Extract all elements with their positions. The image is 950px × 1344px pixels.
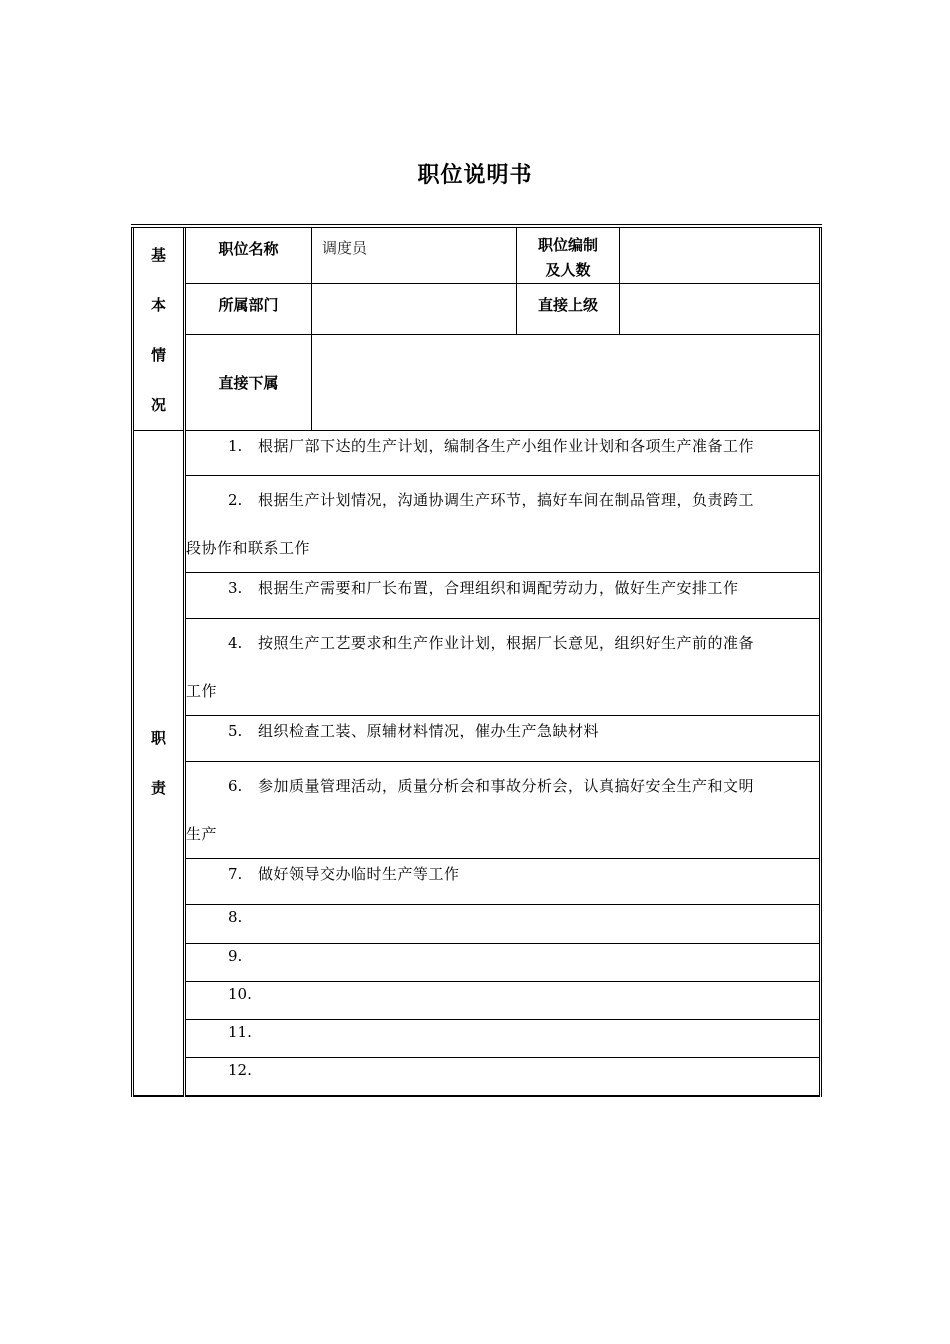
duty-text-continued: 生产 — [186, 825, 218, 843]
superior-label: 直接上级 — [517, 284, 620, 335]
basic-row-subordinate — [133, 335, 821, 431]
position-name-label: 职位名称 — [185, 226, 312, 284]
superior-value — [620, 284, 821, 335]
duty-text: 根据厂部下达的生产计划，编制各生产小组作业计划和各项生产准备工作 — [258, 437, 755, 455]
duty-text: 参加质量管理活动，质量分析会和事故分析会，认真搞好安全生产和文明 — [258, 777, 755, 795]
duty-item — [185, 573, 821, 619]
duty-item — [185, 762, 821, 859]
duty-text-continued: 段协作和联系工作 — [186, 539, 311, 557]
duty-text: 组织检查工装、原辅材料情况，催办生产急缺材料 — [258, 722, 600, 740]
duty-item — [185, 476, 821, 573]
duty-row — [133, 944, 821, 982]
duty-row — [133, 905, 821, 944]
section-label-char: 责 — [150, 778, 166, 797]
duty-number: 3. — [228, 579, 243, 597]
duty-item — [185, 944, 821, 982]
job-description-table — [131, 224, 822, 1097]
headcount-label — [517, 226, 620, 284]
duty-row — [133, 431, 821, 476]
duty-number: 12. — [228, 1061, 252, 1079]
duty-number: 6. — [228, 777, 243, 795]
duty-row — [133, 476, 821, 573]
department-value — [312, 284, 517, 335]
duty-item — [185, 905, 821, 944]
subordinate-label: 直接下属 — [185, 335, 312, 431]
duty-row — [133, 716, 821, 762]
duty-number: 10. — [228, 985, 252, 1003]
page-title: 职位说明书 — [417, 163, 533, 188]
department-label: 所属部门 — [185, 284, 312, 335]
subordinate-value — [312, 335, 821, 431]
duty-row — [133, 573, 821, 619]
duty-row — [133, 982, 821, 1020]
section-label-char: 职 — [150, 728, 166, 747]
section-label-duties — [133, 431, 185, 1096]
section-label-char: 基 — [150, 246, 166, 264]
position-name-value: 调度员 — [312, 226, 517, 284]
duty-number: 11. — [228, 1023, 252, 1041]
duty-number: 9. — [228, 947, 243, 965]
basic-row-position — [133, 226, 821, 284]
section-label-char: 况 — [150, 396, 166, 414]
duty-number: 8. — [228, 908, 243, 926]
duty-row — [133, 1058, 821, 1096]
section-label-char: 情 — [150, 346, 166, 364]
duty-text: 根据生产需要和厂长布置，合理组织和调配劳动力，做好生产安排工作 — [258, 579, 739, 597]
section-label-char: 本 — [150, 296, 166, 314]
headcount-value — [620, 226, 821, 284]
duty-number: 2. — [228, 491, 243, 509]
duty-row — [133, 859, 821, 905]
headcount-label-line1: 职位编制 — [537, 236, 598, 254]
duty-number: 4. — [228, 634, 243, 652]
duty-text: 按照生产工艺要求和生产作业计划，根据厂长意见，组织好生产前的准备 — [258, 634, 755, 652]
duty-item — [185, 1020, 821, 1058]
duty-item — [185, 619, 821, 716]
duty-item — [185, 431, 821, 476]
duty-item — [185, 1058, 821, 1096]
duty-row — [133, 762, 821, 859]
duty-text: 做好领导交办临时生产等工作 — [258, 865, 460, 883]
duty-number: 1. — [228, 437, 243, 455]
duty-number: 5. — [228, 722, 243, 740]
basic-row-department — [133, 284, 821, 335]
duty-item — [185, 859, 821, 905]
headcount-label-line2: 及人数 — [545, 261, 591, 279]
duty-text-continued: 工作 — [186, 682, 218, 700]
duty-number: 7. — [228, 865, 243, 883]
duty-row — [133, 1020, 821, 1058]
duty-text: 根据生产计划情况，沟通协调生产环节，搞好车间在制品管理，负责跨工 — [258, 491, 755, 509]
section-label-basic — [133, 226, 185, 431]
duty-item — [185, 982, 821, 1020]
duty-item — [185, 716, 821, 762]
duty-row — [133, 619, 821, 716]
